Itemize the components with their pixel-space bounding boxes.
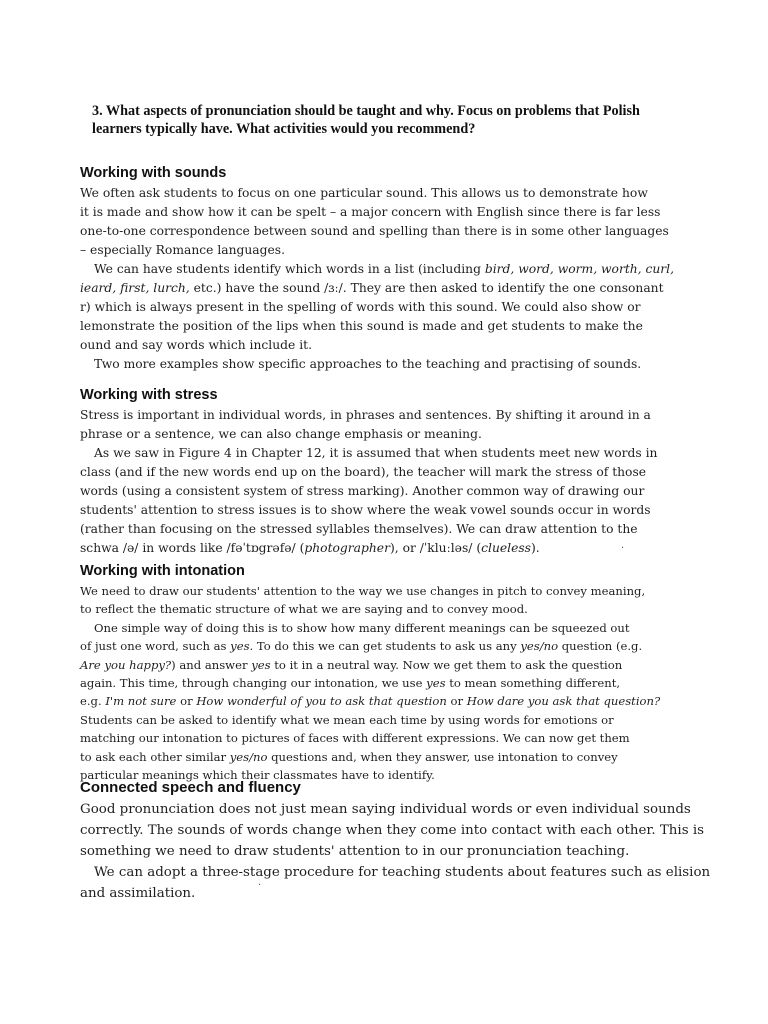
text-line: to reflect the thematic structure of what we are saying and to convey mood.	[80, 602, 528, 617]
text-run: to it in a neutral way. Now we get them to ask the question	[270, 657, 623, 672]
text-run: We can have students identify which words in a list (including	[94, 262, 485, 276]
text-run: questions and, when they answer, use intonation to convey	[267, 749, 618, 764]
text-line: One simple way of doing this is to show how many different meanings can be squeezed out	[94, 620, 630, 635]
text-line: r) which is always present in the spelling of words with this sound. We could also show or	[80, 300, 641, 314]
text-line	[80, 674, 680, 692]
italic-run: yes	[426, 676, 446, 691]
italic-run: yes	[251, 657, 271, 672]
text-line: Good pronunciation does not just mean saying individual words or even individual sounds	[80, 802, 691, 817]
paragraph	[80, 406, 680, 444]
text-run: to mean something different,	[445, 676, 621, 691]
text-line	[80, 748, 680, 766]
paragraph	[80, 619, 680, 785]
section-connected-speech	[80, 779, 711, 904]
italic-run: How dare you ask that question?	[466, 694, 661, 709]
text-line	[80, 539, 680, 558]
text-line: Two more examples show specific approaches to the teaching and practising of sounds.	[94, 357, 642, 371]
text-run: etc.) have the sound /ɜː/. They are then asked to identify the one consonant	[189, 281, 664, 295]
text-line: – especially Romance languages.	[80, 243, 285, 257]
italic-run: photographer	[304, 541, 390, 555]
text-line: something we need to draw students' attention to in our pronunciation teaching.	[80, 844, 630, 859]
text-line	[80, 260, 680, 279]
question-line-1: 3. What aspects of pronunciation should be taught and why. Focus on problems that Polish	[92, 103, 640, 119]
italic-run: How wonderful of you to ask that question	[196, 694, 447, 709]
text-line: phrase or a sentence, we can also change emphasis or meaning.	[80, 427, 482, 441]
text-run: to ask each other similar	[80, 749, 230, 764]
text-line: We often ask students to focus on one particular sound. This allows us to demonstrate how	[80, 186, 648, 200]
text-line: particular meanings which their classmates have to identify.	[80, 768, 435, 783]
paragraph	[80, 260, 680, 355]
italic-run: yes	[230, 639, 250, 654]
italic-run: Are you happy?	[80, 657, 172, 672]
section-heading: Working with sounds	[80, 165, 227, 181]
paragraph	[80, 799, 704, 862]
text-run: or	[176, 694, 197, 709]
italic-run: I'm not sure	[105, 694, 177, 709]
paragraph	[80, 862, 711, 904]
text-line: class (and if the new words end up on the board), the teacher will mark the stress of those	[80, 465, 647, 479]
paragraph	[80, 184, 680, 260]
text-line: words (using a consistent system of stress marking). Another common way of drawing our	[80, 484, 645, 498]
text-run: again. This time, through changing our intonation, we use	[80, 676, 427, 691]
paragraph	[80, 582, 680, 619]
section-heading: Working with intonation	[80, 563, 245, 579]
text-run: e.g.	[80, 694, 106, 709]
text-run: ) and answer	[171, 657, 252, 672]
text-run: or	[446, 694, 467, 709]
text-line: one-to-one correspondence between sound and spelling than there is in some other languages	[80, 224, 669, 238]
text-line: and assimilation.	[80, 886, 196, 901]
question-heading	[92, 102, 712, 138]
italic-run: yes/no	[229, 749, 268, 764]
text-run: schwa /ə/ in words like /fəˈtɒgrəfə/ (	[80, 541, 305, 555]
scan-speck: ·	[258, 880, 262, 891]
text-run: question (e.g.	[558, 639, 643, 654]
text-line: matching our intonation to pictures of faces with different expressions. We can now get them	[80, 731, 630, 746]
section-working-with-stress	[80, 386, 680, 558]
section-heading: Connected speech and fluency	[80, 779, 301, 796]
italic-run: clueless	[481, 541, 531, 555]
italic-run: bird, word, worm, worth, curl,	[484, 262, 675, 276]
text-line: We need to draw our students' attention to the way we use changes in pitch to convey meaning,	[80, 584, 646, 598]
section-working-with-sounds	[80, 164, 680, 374]
question-line-2: learners typically have. What activities would you recommend?	[92, 121, 476, 137]
text-line	[80, 692, 680, 710]
text-run: of just one word, such as	[80, 639, 231, 654]
text-line: correctly. The sounds of words change when they come into contact with each other. This is	[80, 823, 704, 838]
text-run: . To do this we can get students to ask us any	[249, 639, 521, 654]
text-line: it is made and show how it can be spelt – a major concern with English since there is far less	[80, 205, 661, 219]
paragraph	[80, 444, 680, 558]
text-line: As we saw in Figure 4 in Chapter 12, it is assumed that when students meet new words in	[94, 446, 658, 460]
section-heading: Working with stress	[80, 387, 218, 403]
italic-run: ieard, first, lurch,	[80, 281, 190, 295]
scan-speck: ·	[621, 543, 625, 554]
text-run: ), or /ˈkluːləs/ (	[389, 541, 482, 555]
text-line: We can adopt a three-stage procedure for teaching students about features such as elision	[94, 865, 711, 880]
text-line	[80, 279, 680, 298]
text-line: ound and say words which include it.	[80, 338, 312, 352]
text-line	[80, 656, 680, 674]
text-line: students' attention to stress issues is to show where the weak vowel sounds occur in words	[80, 503, 651, 517]
text-line: (rather than focusing on the stressed syllables themselves). We can draw attention to the	[80, 522, 638, 536]
text-line: Stress is important in individual words, in phrases and sentences. By shifting it around in a	[80, 408, 651, 422]
paragraph	[80, 355, 680, 374]
text-run: ).	[530, 541, 540, 555]
text-line: Students can be asked to identify what we mean each time by using words for emotions or	[80, 712, 614, 727]
section-working-with-intonation	[80, 562, 680, 784]
italic-run: yes/no	[520, 639, 559, 654]
text-line: lemonstrate the position of the lips when this sound is made and get students to make the	[80, 319, 643, 333]
text-line	[80, 637, 680, 655]
